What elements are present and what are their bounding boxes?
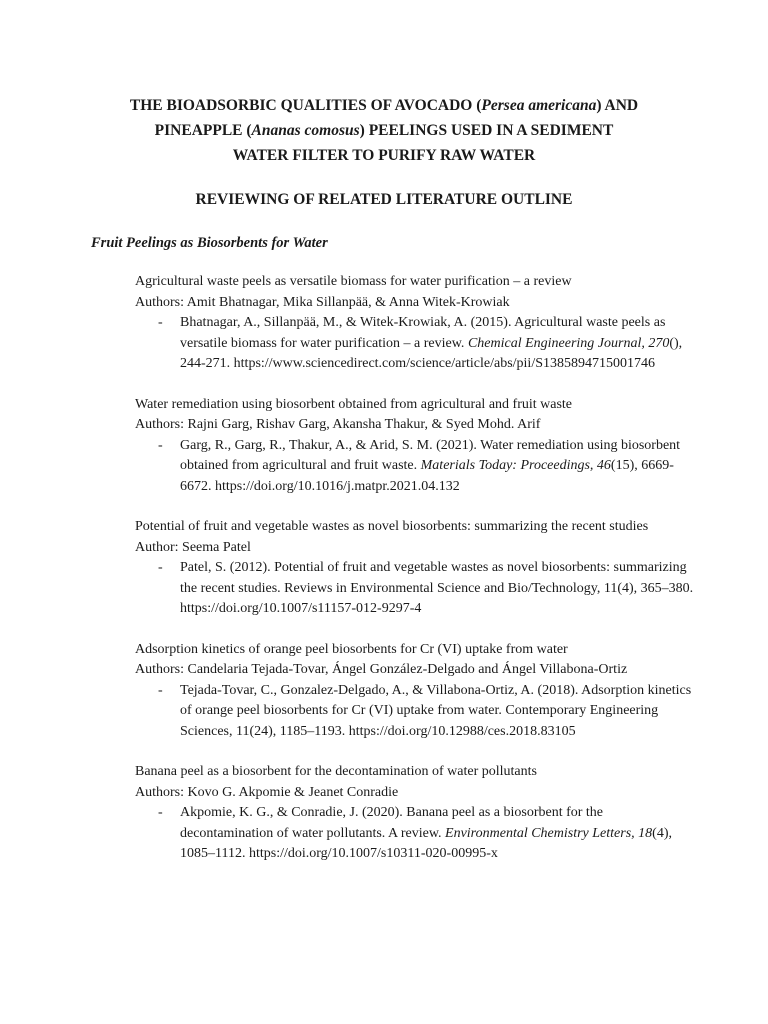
entry-authors: Authors: Rajni Garg, Rishav Garg, Akansha Thakur, & Syed Mohd. Arif [135, 417, 541, 432]
bullet-dash: - [158, 682, 163, 698]
title-line-1-italic: Persea americana [481, 97, 597, 114]
entry-title: Water remediation using biosorbent obtained from agricultural and fruit waste [135, 396, 573, 412]
reference-journal: Chemical Engineering Journal, 270 [467, 335, 670, 351]
literature-entry [135, 395, 695, 498]
literature-entry [135, 272, 695, 375]
reference-text: Bhatnagar, A., Sillanpää, M., & Witek-Krowiak, A. (2015). Agricultural waste peels as versatile biomass for water purification – a review. [180, 315, 666, 351]
document-title [60, 93, 708, 168]
reference-text: Garg, R., Garg, R., Thakur, A., & Arid, S. M. (2021). Water remediation using biosorbent obtained from agricultural and fruit waste. [180, 437, 681, 473]
entry-title: Banana peel as a biosorbent for the decontamination of water pollutants [135, 764, 537, 779]
entry-title: Adsorption kinetics of orange peel biosorbents for Cr (VI) uptake from water [135, 641, 568, 657]
reference-journal: Materials Today: Proceedings, 46 [420, 458, 611, 473]
title-line-1-end: ) AND [596, 97, 639, 114]
bullet-dash: - [158, 437, 163, 453]
bullet-dash: - [158, 805, 163, 820]
section-heading: Fruit Peelings as Biosorbents for Water [91, 235, 328, 251]
title-line-3: WATER FILTER TO PURIFY RAW WATER [232, 147, 536, 164]
entry-title: Potential of fruit and vegetable wastes as novel biosorbents: summarizing the recent studies [135, 519, 649, 534]
title-line-2-italic: Ananas comosus [251, 122, 360, 139]
reference-text: Akpomie, K. G., & Conradie, J. (2020). Banana peel as a biosorbent for the decontamination of water pollutants. A review. [180, 805, 604, 841]
reference-item [135, 436, 695, 498]
reference-item [135, 313, 695, 375]
reference-item [135, 558, 695, 620]
entry-authors: Author: Seema Patel [135, 539, 251, 555]
bullet-dash: - [158, 560, 163, 575]
entry-authors: Authors: Candelaria Tejada-Tovar, Ángel González-Delgado and Ángel Villabona-Ortiz [135, 662, 628, 677]
title-line-2-text: PINEAPPLE ( [154, 122, 252, 139]
reference-details: (4), 1085–1112. https://doi.org/10.1007/s10311-020-00995-x [180, 825, 672, 861]
reference-journal: Environmental Chemistry Letters, 18 [445, 825, 653, 841]
literature-entry [135, 640, 695, 743]
title-line-1 [60, 93, 708, 118]
title-line-1-text: THE BIOADSORBIC QUALITIES OF AVOCADO ( [129, 97, 482, 114]
bullet-dash: - [158, 315, 163, 330]
entry-authors: Authors: Amit Bhatnagar, Mika Sillanpää, & Anna Witek-Krowiak [135, 294, 510, 310]
reference-item [135, 803, 695, 865]
title-line-2-end: ) PEELINGS USED IN A SEDIMENT [359, 122, 614, 139]
reference-text: Tejada-Tovar, C., Gonzalez-Delgado, A., & Villabona-Ortiz, A. (2018). Adsorption kinetics of orange peel biosorbents for Cr (VI) uptake from water. Contemporary Engineering Sciences, 11(24), 1185–1193. https://doi.org/10.12988/ces.2018.83105 [180, 682, 692, 739]
reference-details: (15), 6669-6672. https://doi.org/10.1016/j.matpr.2021.04.132 [180, 458, 674, 494]
reference-details: (), 244-271. https://www.sciencedirect.com/science/article/abs/pii/S1385894715001746 [180, 335, 683, 371]
literature-entries [135, 272, 695, 885]
reference-item [135, 681, 695, 743]
entry-authors: Authors: Kovo G. Akpomie & Jeanet Conradie [135, 784, 399, 800]
literature-entry [135, 517, 695, 620]
document-subtitle: REVIEWING OF RELATED LITERATURE OUTLINE [195, 191, 573, 208]
title-line-2 [60, 118, 708, 143]
reference-text: Patel, S. (2012). Potential of fruit and vegetable wastes as novel biosorbents: summarizing the recent studies. Reviews in Environmental Science and Bio/Technology, 11(4), 365–380. https://doi.org/10.1007/s11157-012-9297-4 [180, 560, 694, 616]
literature-entry [135, 762, 695, 865]
entry-title: Agricultural waste peels as versatile biomass for water purification – a review [135, 274, 572, 289]
